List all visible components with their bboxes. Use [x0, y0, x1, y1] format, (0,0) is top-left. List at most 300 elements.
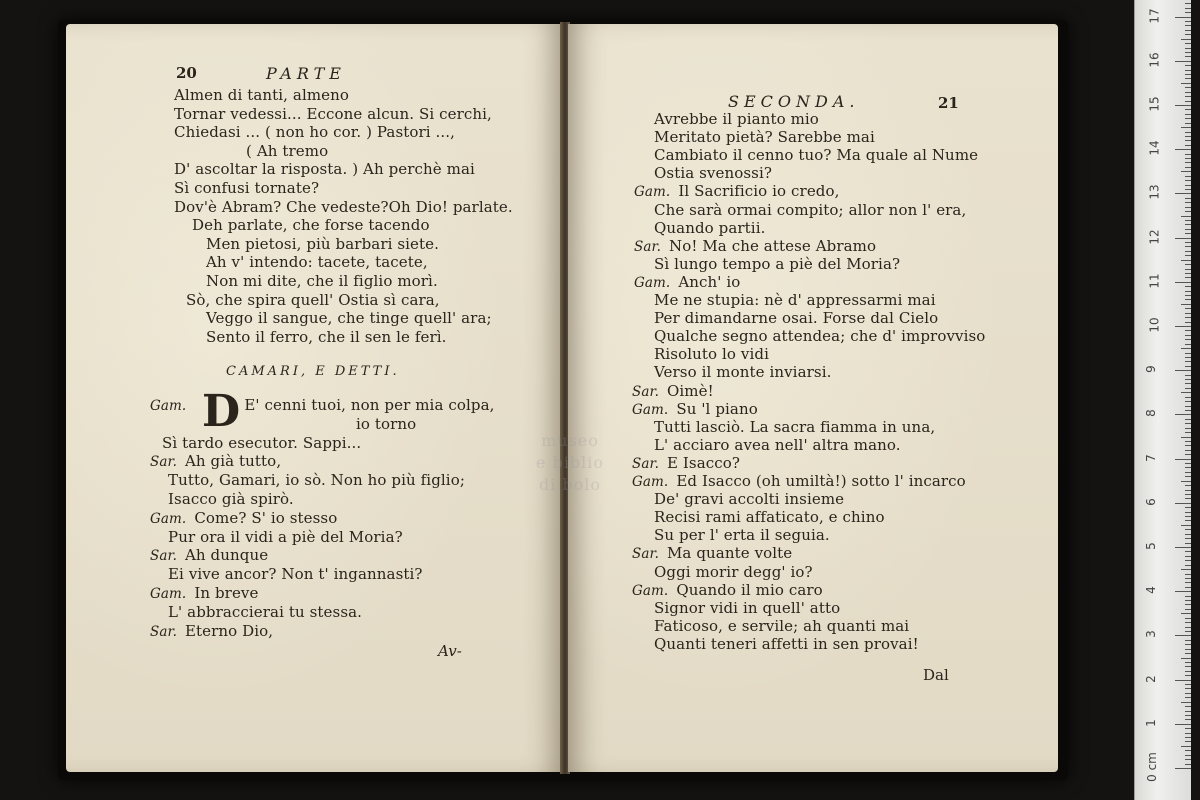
- line-text: L' acciaro avea nell' altra mano.: [654, 435, 901, 454]
- ruler-tick: [1185, 662, 1191, 663]
- ruler-tick: [1185, 741, 1191, 742]
- line-text: Almen di tanti, almeno: [174, 86, 350, 104]
- page-number-right: 21: [938, 94, 959, 112]
- ruler-tick: [1185, 118, 1191, 119]
- ruler-tick: [1175, 193, 1191, 194]
- line-text: De' gravi accolti insieme: [654, 490, 845, 509]
- line-text: Risoluto lo vidi: [654, 345, 769, 364]
- ruler-tick: [1175, 282, 1191, 283]
- text-line: [654, 201, 966, 219]
- ruler-label: 11: [1147, 273, 1162, 289]
- line-text: Tutto, Gamari, io sò. Non ho più figlio;: [168, 471, 465, 490]
- text-line: [654, 128, 875, 146]
- line-text: Sì confusi tornate?: [174, 179, 320, 197]
- ruler-tick: [1185, 728, 1191, 729]
- line-text: Oimè!: [666, 381, 714, 400]
- ruler-tick: [1185, 158, 1191, 159]
- ruler-tick: [1185, 56, 1191, 57]
- ruler-tick: [1185, 388, 1191, 389]
- ruler-tick: [1185, 618, 1191, 619]
- text-line: [246, 142, 328, 160]
- ruler-tick: [1185, 145, 1191, 146]
- ruler-tick: [1185, 140, 1191, 141]
- ruler-label: 12: [1147, 228, 1162, 245]
- ruler-tick: [1185, 357, 1191, 358]
- speaker-label: Sar.: [150, 454, 177, 471]
- text-line: [168, 603, 362, 621]
- ruler-tick: [1185, 379, 1191, 380]
- line-text: Me ne stupia: nè d' appressarmi mai: [654, 291, 936, 309]
- text-line: [654, 563, 813, 581]
- ruler-tick: [1185, 764, 1191, 765]
- text-line: [654, 599, 840, 617]
- ruler-tick: [1185, 538, 1191, 539]
- ruler-tick: [1175, 724, 1191, 725]
- ruler-tick: [1185, 485, 1191, 486]
- ruler-tick: [1185, 264, 1191, 265]
- ruler-tick: [1185, 494, 1191, 495]
- speaker-label: Gam.: [632, 401, 669, 418]
- line-text: Sì tardo esecutor. Sappi...: [162, 433, 362, 452]
- ruler-tick: [1185, 719, 1191, 720]
- text-line: [150, 622, 273, 641]
- ruler-tick: [1181, 525, 1191, 526]
- speaker-label: Gam.: [632, 582, 669, 599]
- ruler-tick: [1185, 251, 1191, 252]
- line-text: Non mi dite, che il figlio morì.: [206, 272, 438, 290]
- speaker-label: Sar.: [632, 383, 659, 400]
- left-page: [66, 24, 562, 772]
- ruler-tick: [1185, 578, 1191, 579]
- speaker-label: Sar.: [150, 623, 177, 640]
- ruler-tick: [1185, 180, 1191, 181]
- ruler-tick: [1181, 127, 1191, 128]
- text-line: [632, 581, 823, 600]
- ruler-label: 1: [1143, 718, 1158, 727]
- text-line: [634, 182, 840, 201]
- ruler-tick: [1181, 39, 1191, 40]
- ruler-tick: [1185, 711, 1191, 712]
- ruler-tick: [1185, 299, 1191, 300]
- ruler-tick: [1185, 277, 1191, 278]
- line-text: Su 'l piano: [676, 399, 758, 418]
- ruler-tick: [1181, 658, 1191, 659]
- line-text: Ah già tutto,: [184, 452, 282, 471]
- ruler-tick: [1185, 644, 1191, 645]
- line-text: L' abbraccierai tu stessa.: [168, 602, 363, 621]
- ruler-tick: [1185, 516, 1191, 517]
- line-text: Isacco già spirò.: [168, 490, 294, 508]
- ruler-tick: [1185, 498, 1191, 499]
- text-line: [654, 436, 901, 454]
- ruler-tick: [1185, 622, 1191, 623]
- ruler-tick: [1185, 706, 1191, 707]
- ruler-tick: [1181, 702, 1191, 703]
- ruler-tick: [1181, 569, 1191, 570]
- line-text: Anch' io: [678, 272, 741, 291]
- ruler-tick: [1185, 715, 1191, 716]
- ruler-tick: [1181, 481, 1191, 482]
- line-text: Verso il monte inviarsi.: [654, 363, 832, 382]
- ruler-tick: [1185, 604, 1191, 605]
- line-text: D' ascoltar la risposta. ) Ah perchè mai: [174, 160, 475, 179]
- ruler-tick: [1185, 96, 1191, 97]
- speaker-label: Sar.: [632, 546, 659, 563]
- ruler-tick: [1185, 759, 1191, 760]
- ruler-tick: [1185, 233, 1191, 234]
- ruler-tick: [1185, 574, 1191, 575]
- page-number-left: 20: [176, 64, 197, 82]
- ruler-tick: [1185, 123, 1191, 124]
- text-line: [632, 454, 740, 473]
- text-line: [168, 471, 465, 489]
- line-text: Ma quante volte: [666, 544, 793, 563]
- line-text: Recisi rami affaticato, e chino: [654, 508, 885, 527]
- text-line: [654, 635, 919, 653]
- ruler-tick: [1185, 671, 1191, 672]
- ruler-tick: [1185, 406, 1191, 407]
- ruler-tick: [1175, 326, 1191, 327]
- ruler-tick: [1185, 543, 1191, 544]
- ruler-tick: [1185, 330, 1191, 331]
- line-text: E' cenni tuoi, non per mia colpa,: [244, 396, 495, 414]
- ruler-tick: [1185, 167, 1191, 168]
- ruler-label: 2: [1143, 674, 1158, 683]
- ruler-tick: [1185, 512, 1191, 513]
- ruler-tick: [1185, 560, 1191, 561]
- text-line: [174, 86, 349, 104]
- ruler-tick: [1185, 410, 1191, 411]
- line-text: Deh parlate, che forse tacendo: [192, 216, 430, 235]
- scene-heading: CAMARI, E DETTI.: [226, 364, 400, 379]
- line-text: In breve: [194, 584, 259, 602]
- ruler-tick: [1185, 136, 1191, 137]
- ruler-tick: [1185, 450, 1191, 451]
- line-text: Eterno Dio,: [184, 621, 274, 640]
- ruler-tick: [1185, 87, 1191, 88]
- line-text: Il Sacrificio io credo,: [678, 182, 840, 201]
- ruler-tick: [1185, 101, 1191, 102]
- stamp-line: museo: [541, 431, 599, 450]
- text-line: [174, 179, 319, 197]
- line-text: E Isacco?: [666, 453, 741, 472]
- ruler-tick: [1185, 109, 1191, 110]
- ruler-tick: [1175, 591, 1191, 592]
- ruler-tick: [1185, 65, 1191, 66]
- ruler-tick: [1185, 467, 1191, 468]
- ruler-tick: [1175, 768, 1191, 769]
- line-text: Ah dunque: [184, 546, 269, 565]
- ruler-tick: [1185, 520, 1191, 521]
- ruler-tick: [1185, 313, 1191, 314]
- ruler-label: 8: [1143, 409, 1158, 418]
- ruler-tick: [1185, 295, 1191, 296]
- line-text: Veggo il sangue, che tinge quell' ara;: [206, 309, 492, 328]
- ruler-tick: [1185, 366, 1191, 367]
- line-text: Ed Isacco (oh umiltà!) sotto l' incarco: [676, 472, 966, 490]
- ruler-tick: [1185, 34, 1191, 35]
- ruler-tick: [1185, 114, 1191, 115]
- ruler-tick: [1185, 189, 1191, 190]
- speaker-label: Sar.: [632, 455, 659, 472]
- ruler-tick: [1185, 556, 1191, 557]
- text-line: [654, 363, 831, 381]
- ruler-tick: [1175, 105, 1191, 106]
- ruler-tick: [1185, 454, 1191, 455]
- text-line: [150, 509, 337, 528]
- ruler-tick: [1185, 697, 1191, 698]
- ruler-tick: [1185, 43, 1191, 44]
- line-text: Ah v' intendo: tacete, tacete,: [206, 253, 428, 272]
- ruler-tick: [1185, 207, 1191, 208]
- text-line: [356, 415, 416, 433]
- text-line: [654, 110, 819, 128]
- line-text: Signor vidi in quell' atto: [654, 598, 841, 617]
- ruler-tick: [1185, 162, 1191, 163]
- text-line: [186, 291, 440, 309]
- text-line: [192, 216, 430, 234]
- running-header-right: SECONDA.: [728, 92, 860, 111]
- speaker-label: Gam.: [632, 474, 669, 490]
- ruler-tick: [1185, 401, 1191, 402]
- ruler-tick: [1185, 419, 1191, 420]
- ruler-tick: [1185, 21, 1191, 22]
- ruler-label: 10: [1147, 317, 1162, 333]
- line-text: Cambiato il cenno tuo? Ma quale al Nume: [654, 146, 979, 165]
- ruler-tick: [1181, 348, 1191, 349]
- ruler-tick: [1175, 680, 1191, 681]
- ruler-tick: [1185, 242, 1191, 243]
- text-line: [654, 345, 769, 363]
- ruler-tick: [1185, 534, 1191, 535]
- ruler-label: 14: [1147, 140, 1162, 156]
- catchword-right: Dal: [923, 666, 949, 684]
- ruler-tick: [1185, 70, 1191, 71]
- speaker-label: Gam.: [634, 184, 671, 201]
- ruler-tick: [1181, 746, 1191, 747]
- line-text: Tornar vedessi... Eccone alcun. Si cerchi,: [174, 104, 492, 123]
- line-text: Sò, che spira quell' Ostia sì cara,: [186, 290, 440, 309]
- ruler-tick: [1185, 375, 1191, 376]
- ruler-tick: [1181, 260, 1191, 261]
- ruler-tick: [1175, 503, 1191, 504]
- text-line: [654, 255, 900, 273]
- speaker-label: Gam.: [150, 586, 187, 602]
- ruler-tick: [1185, 255, 1191, 256]
- ruler-tick: [1185, 666, 1191, 667]
- line-text: Quanti teneri affetti in sen provai!: [654, 634, 919, 653]
- ruler-tick: [1185, 229, 1191, 230]
- ruler-tick: [1181, 171, 1191, 172]
- ruler-tick: [1175, 370, 1191, 371]
- text-line: [654, 418, 935, 436]
- text-line: [654, 146, 978, 164]
- text-line: [168, 490, 294, 508]
- text-line: [654, 309, 938, 327]
- ruler-tick: [1185, 3, 1191, 4]
- ruler-tick: [1181, 613, 1191, 614]
- ruler-tick: [1175, 17, 1191, 18]
- ruler-tick: [1185, 322, 1191, 323]
- line-text: Per dimandarne osai. Forse dal Cielo: [654, 309, 939, 328]
- line-text: Oggi morir degg' io?: [654, 562, 813, 581]
- ruler-tick: [1185, 78, 1191, 79]
- line-text: Ei vive ancor? Non t' ingannasti?: [168, 565, 423, 584]
- text-line: [632, 472, 966, 491]
- text-line: [168, 528, 403, 546]
- ruler-tick: [1185, 587, 1191, 588]
- text-line: [654, 291, 936, 309]
- ruler-tick: [1185, 476, 1191, 477]
- ruler-tick: [1181, 304, 1191, 305]
- ruler-tick: [1185, 441, 1191, 442]
- ruler-tick: [1185, 198, 1191, 199]
- ruler-tick: [1185, 202, 1191, 203]
- ruler-tick: [1185, 308, 1191, 309]
- text-line: [632, 544, 792, 563]
- ruler-tick: [1185, 755, 1191, 756]
- line-text: Tutti lasciò. La sacra fiamma in una,: [654, 417, 936, 436]
- ruler-tick: [1185, 339, 1191, 340]
- ruler-tick: [1185, 48, 1191, 49]
- ruler-tick: [1185, 397, 1191, 398]
- ruler-tick: [1185, 631, 1191, 632]
- ruler-tick: [1185, 432, 1191, 433]
- ruler-tick: [1175, 149, 1191, 150]
- ruler-tick: [1185, 428, 1191, 429]
- ruler-tick: [1185, 463, 1191, 464]
- right-page: [568, 24, 1058, 772]
- text-line: [206, 309, 492, 327]
- ruler-tick: [1185, 176, 1191, 177]
- text-line: [168, 565, 423, 583]
- ruler-tick: [1185, 383, 1191, 384]
- ruler-tick: [1175, 61, 1191, 62]
- ruler-tick: [1185, 224, 1191, 225]
- ruler-tick: [1185, 640, 1191, 641]
- ruler-tick: [1185, 211, 1191, 212]
- ruler-tick: [1185, 733, 1191, 734]
- ruler-tick: [1185, 423, 1191, 424]
- text-line: [634, 237, 876, 256]
- ruler-label: 9: [1143, 365, 1158, 374]
- ruler-tick: [1185, 220, 1191, 221]
- ruler-tick: [1185, 600, 1191, 601]
- ruler-label: 4: [1143, 586, 1158, 595]
- ruler-tick: [1185, 74, 1191, 75]
- measurement-ruler: [1134, 0, 1191, 800]
- ruler-label: 7: [1143, 453, 1158, 462]
- ruler-label: 15: [1147, 96, 1162, 112]
- speaker-label: Gam.: [150, 398, 187, 414]
- text-line: [174, 123, 455, 141]
- text-line: [174, 198, 513, 216]
- speaker-label: Gam.: [150, 510, 187, 527]
- line-text: Quando partii.: [654, 218, 766, 237]
- line-text: Dov'è Abram? Che vedeste?Oh Dio! parlate.: [174, 197, 513, 216]
- line-text: Che sarà ormai compito; allor non l' era,: [654, 200, 967, 219]
- ruler-tick: [1185, 273, 1191, 274]
- text-line: [654, 526, 830, 544]
- ruler-tick: [1185, 490, 1191, 491]
- ruler-tick: [1175, 635, 1191, 636]
- ruler-tick: [1185, 653, 1191, 654]
- text-line: [654, 508, 885, 526]
- ruler-tick: [1185, 627, 1191, 628]
- line-text: Meritato pietà? Sarebbe mai: [654, 128, 875, 147]
- ruler-tick: [1185, 185, 1191, 186]
- ruler-tick: [1185, 507, 1191, 508]
- text-line: [174, 105, 492, 123]
- ruler-label: 6: [1143, 497, 1158, 506]
- ruler-tick: [1185, 688, 1191, 689]
- ruler-tick: [1185, 582, 1191, 583]
- ruler-tick: [1185, 317, 1191, 318]
- ruler-tick: [1185, 246, 1191, 247]
- speaker-label: Gam.: [634, 274, 671, 291]
- text-line: [150, 546, 268, 565]
- ruler-tick: [1185, 353, 1191, 354]
- ruler-tick: [1181, 392, 1191, 393]
- text-line: [654, 164, 772, 182]
- text-line: [150, 452, 281, 471]
- ruler-tick: [1185, 693, 1191, 694]
- line-text: Sì lungo tempo a piè del Moria?: [654, 254, 901, 273]
- text-line: [206, 328, 447, 346]
- text-line: [162, 434, 361, 452]
- ruler-tick: [1175, 238, 1191, 239]
- ruler-tick: [1185, 335, 1191, 336]
- drop-cap: D: [202, 386, 241, 437]
- ruler-label: 13: [1147, 184, 1162, 201]
- ruler-tick: [1185, 269, 1191, 270]
- ruler-label: 0 cm: [1144, 752, 1159, 782]
- line-text: Pur ora il vidi a piè del Moria?: [168, 527, 403, 546]
- text-line: [632, 400, 758, 419]
- ruler-tick: [1185, 565, 1191, 566]
- ruler-tick: [1181, 83, 1191, 84]
- ruler-tick: [1185, 25, 1191, 26]
- library-watermark-stamp: [505, 430, 635, 496]
- line-text: Avrebbe il pianto mio: [654, 110, 819, 128]
- ruler-tick: [1185, 472, 1191, 473]
- ruler-tick: [1185, 750, 1191, 751]
- ruler-tick: [1175, 414, 1191, 415]
- line-text: Men pietosi, più barbari siete.: [206, 234, 439, 253]
- line-text: Come? S' io stesso: [194, 508, 338, 527]
- ruler-tick: [1185, 445, 1191, 446]
- text-line: [654, 327, 985, 345]
- text-line: [634, 273, 740, 292]
- line-text: io torno: [356, 414, 417, 433]
- stamp-line: di bolo: [538, 475, 602, 494]
- catchword-left: Av-: [438, 642, 462, 660]
- line-text: Quando il mio caro: [676, 580, 823, 599]
- ruler-tick: [1185, 675, 1191, 676]
- line-text: Su per l' erta il seguia.: [654, 526, 830, 545]
- text-line: [654, 490, 844, 508]
- ruler-tick: [1185, 52, 1191, 53]
- line-text: Sento il ferro, che il sen le ferì.: [206, 327, 447, 346]
- speaker-label: Sar.: [634, 238, 661, 255]
- ruler-tick: [1185, 132, 1191, 133]
- line-text: Faticoso, e servile; ah quanti mai: [654, 616, 910, 635]
- line-text: ( Ah tremo: [246, 141, 329, 160]
- text-line: [150, 584, 258, 603]
- line-text: Chiedasi ... ( non ho cor. ) Pastori ...,: [174, 123, 456, 142]
- ruler-tick: [1185, 92, 1191, 93]
- line-text: Ostia svenossi?: [654, 164, 773, 183]
